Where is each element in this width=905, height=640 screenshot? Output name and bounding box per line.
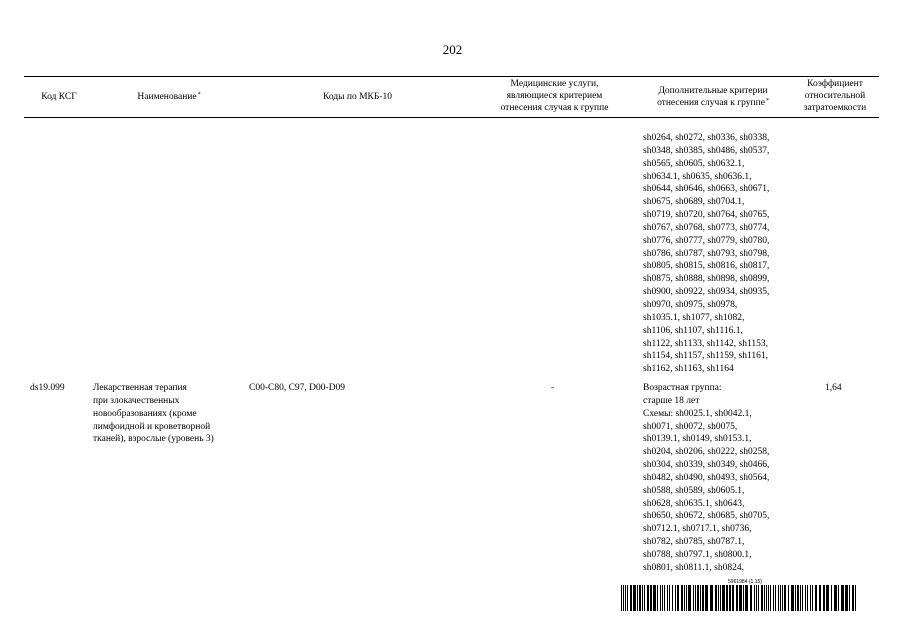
header-services [472,78,637,114]
row-name-line: тканей), взрослые (уровень 3) [93,434,214,445]
header-services-line: являющиеся критерием [506,91,603,101]
row-mkb-codes: C00-C80, C97, D00-D09 [249,383,346,393]
table-top-rule [24,76,879,77]
criteria-line: sh0071, sh0072, sh0075, [643,421,738,432]
criteria-line: sh0788, sh0797.1, sh0800.1, [643,549,752,560]
barcode-image [621,585,859,611]
criteria-line: sh0782, sh0785, sh0787.1, [643,537,745,548]
criteria-line: sh0650, sh0672, sh0685, sh0705, [643,511,770,522]
header-services-line: отнесения случая к группе [500,103,609,113]
header-coef [790,78,880,114]
criteria-line: sh0588, sh0589, sh0605.1, [643,485,745,496]
row-name-line: новообразованиях (кроме [93,408,197,419]
row-services: - [551,383,555,393]
criteria-line: sh0304, sh0339, sh0349, sh0466, [643,460,770,471]
criteria-line: Схемы: sh0025.1, sh0042.1, [643,408,752,419]
header-mkb [245,91,470,103]
criteria-line: sh0565, sh0605, sh0632.1, [643,158,745,169]
criteria-line: sh0970, sh0975, sh0978, [643,299,738,310]
criteria-line: sh0805, sh0815, sh0816, sh0817, [643,261,770,272]
criteria-line: sh0776, sh0777, sh0779, sh0780, [643,235,770,246]
criteria-line: sh0712.1, sh0717.1, sh0736, [643,524,752,535]
criteria-line: sh0675, sh0689, sh0704.1, [643,197,745,208]
header-code-text: Код КСГ [41,92,77,102]
criteria-line: sh1154, sh1157, sh1159, sh1161, [643,351,769,362]
row-code: ds19.099 [30,383,65,393]
criteria-line: sh0900, sh0922, sh0934, sh0935, [643,287,770,298]
row-name [93,382,214,446]
header-name-mark: * [197,92,201,98]
row-extra-criteria [643,382,769,575]
criteria-line: sh0801, sh0811.1, sh0824, [643,562,744,573]
header-mkb-text: Коды по МКБ-10 [322,92,393,102]
row-name-line: Лекарственная терапия [93,383,187,393]
header-extra-line: Дополнительные критерии [658,86,768,96]
criteria-line: sh0348, sh0385, sh0486, sh0537, [643,145,770,156]
table-header-bottom-rule [24,117,879,118]
criteria-line: sh0644, sh0646, sh0663, sh0671, [643,184,770,195]
criteria-line: старше 18 лет [643,395,700,406]
criteria-line: sh0786, sh0787, sh0793, sh0798, [643,248,770,259]
criteria-line: sh0628, sh0635.1, sh0643, [643,498,745,509]
header-coef-line: Коэффициент [807,79,863,89]
criteria-line: sh1035.1, sh1077, sh1082, [643,312,745,323]
page-number: 202 [442,42,463,57]
criteria-line: sh0634.1, sh0635, sh0636.1, [643,171,752,182]
header-extra-line: отнесения случая к группе* [657,98,769,108]
header-extra [638,85,788,109]
criteria-line: sh0767, sh0768, sh0773, sh0774, [643,222,770,233]
criteria-line: Возрастная группа: [643,383,722,393]
criteria-line: sh0264, sh0272, sh0336, sh0338, [643,133,770,143]
header-name-text: Наименование [137,92,197,102]
criteria-line: sh0719, sh0720, sh0764, sh0765, [643,210,770,221]
barcode-label: 5961984 (1.15) [728,579,762,585]
row-name-line: лимфоидной и кроветворной [93,421,211,432]
row-name-line: при злокачественных [93,395,180,406]
criteria-line: sh0139.1, sh0149, sh0153.1, [643,434,752,445]
continuation-extra-criteria [643,132,769,376]
header-extra-mark: * [765,98,769,104]
header-coef-line: относительной [804,91,866,101]
criteria-line: sh1122, sh1133, sh1142, sh1153, [643,338,769,349]
header-name [94,91,244,103]
criteria-line: sh0875, sh0888, sh0898, sh0899, [643,274,770,285]
row-coefficient: 1,64 [825,383,842,393]
header-code [24,91,94,103]
criteria-line: sh0204, sh0206, sh0222, sh0258, [643,447,770,458]
criteria-line: sh1106, sh1107, sh1116.1, [643,325,743,336]
criteria-line: sh1162, sh1163, sh1164 [643,364,734,375]
header-services-line: Медицинские услуги, [510,79,599,89]
criteria-line: sh0482, sh0490, sh0493, sh0564, [643,472,770,483]
header-coef-line: затратоемкости [803,103,867,113]
